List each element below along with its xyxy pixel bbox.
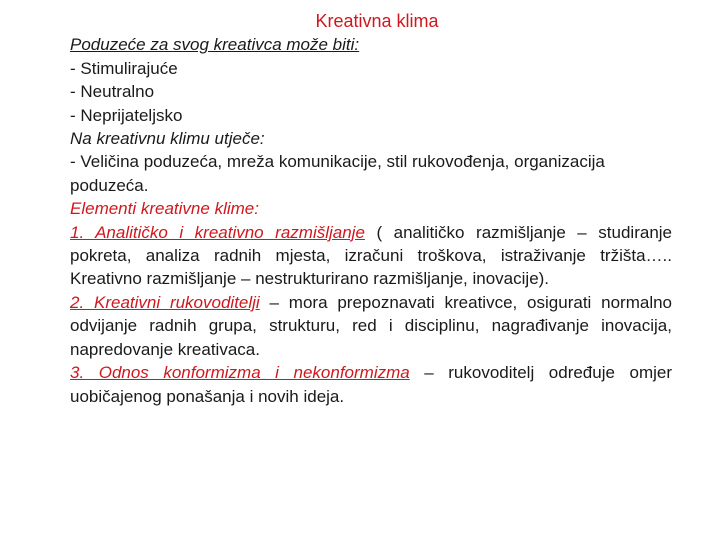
element-3 — [70, 361, 672, 408]
subheading-company: Poduzeće za svog kreativca može biti: — [70, 35, 360, 55]
element-3-text: – rukovoditelj određuje omjer uobičajenog ponašanja i novih ideja. — [70, 363, 672, 406]
climate-type-hostile: - Neprijateljsko — [70, 105, 183, 125]
climate-type-stimulating: - Stimulirajuće — [70, 58, 178, 78]
element-1 — [70, 221, 672, 291]
climate-type-neutral: - Neutralno — [70, 82, 155, 102]
subheading-elements: Elementi kreativne klime: — [70, 199, 259, 219]
element-2-title: 2. Kreativni rukovoditelji — [70, 292, 260, 312]
influences-text: - Veličina poduzeća, mreža komunikacije, stil rukovođenja, organizacija poduzeća. — [70, 152, 605, 195]
subheading-influences: Na kreativnu klimu utječe: — [70, 129, 265, 149]
element-1-title: 1. Analitičko i kreativno razmišljanje — [70, 222, 365, 242]
element-2 — [70, 291, 672, 361]
element-2-text: – mora prepoznavati kreativce, osigurati normalno odvijanje radnih grupa, strukturu, red i disciplinu, nagrađivanje inovacija, napredovanje kreativaca. — [70, 292, 673, 359]
element-1-text: ( analitičko razmišljanje – studiranje pokreta, analiza radnih mjesta, izračuni troškova, istraživanje tržišta….. Kreativno razmišljanje – nestrukturirano razmišljanje, inovacije). — [70, 222, 673, 289]
slide-content — [70, 10, 672, 408]
element-3-title: 3. Odnos konformizma i nekonformizma — [70, 363, 410, 383]
slide-title: Kreativna klima — [315, 11, 439, 31]
